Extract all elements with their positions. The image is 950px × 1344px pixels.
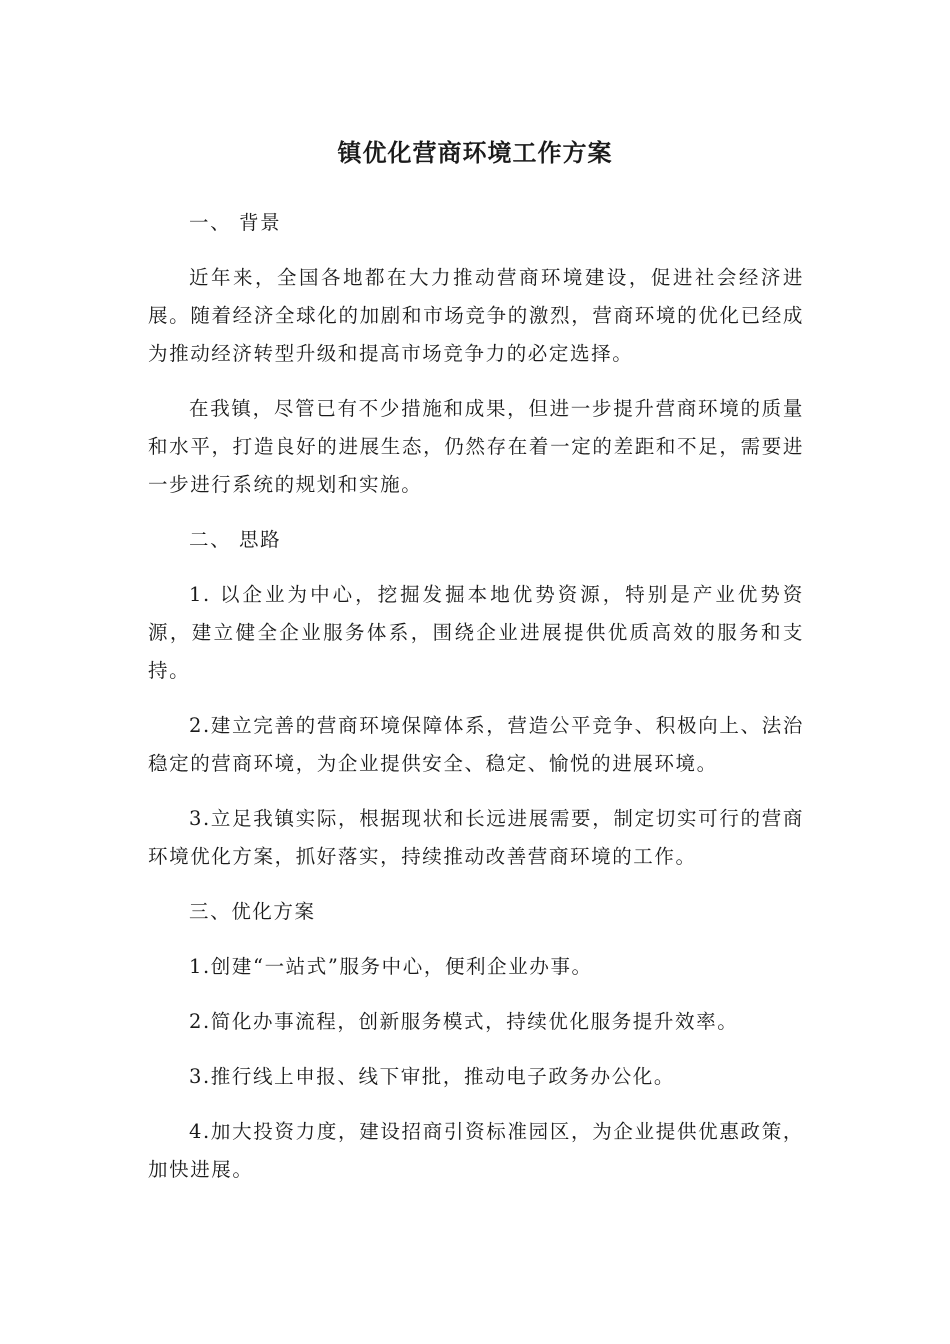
plan-item-3: 3.推行线上申报、线下审批，推动电子政务办公化。 (189, 1065, 676, 1088)
document-body (148, 204, 804, 1206)
paragraph-background-2: 在我镇，尽管已有不少措施和成果，但进一步提升营商环境的质量和水平，打造良好的进展生态，仍然存在着一定的差距和不足，需要进一步进行系统的规划和实施。 (148, 397, 804, 496)
section-heading-background: 一、 背景 (189, 211, 282, 234)
approach-item-1: 1. 以企业为中心，挖掘发掘本地优势资源，特别是产业优势资源，建立健全企业服务体系，围绕企业进展提供优质高效的服务和支持。 (148, 583, 804, 682)
plan-item-2: 2.简化办事流程，创新服务模式，持续优化服务提升效率。 (189, 1010, 739, 1033)
plan-item-4: 4.加大投资力度，建设招商引资标准园区，为企业提供优惠政策，加快进展。 (148, 1120, 804, 1181)
approach-item-3: 3.立足我镇实际，根据现状和长远进展需要，制定切实可行的营商环境优化方案，抓好落实，持续推动改善营商环境的工作。 (148, 807, 804, 868)
approach-item-2: 2.建立完善的营商环境保障体系，营造公平竞争、积极向上、法治稳定的营商环境，为企业提供安全、稳定、愉悦的进展环境。 (148, 714, 804, 775)
paragraph-background-1: 近年来，全国各地都在大力推动营商环境建设，促进社会经济进展。随着经济全球化的加剧和市场竞争的激烈，营商环境的优化已经成为推动经济转型升级和提高市场竞争力的必定选择。 (148, 266, 804, 365)
document-title: 镇优化营商环境工作方案 (337, 139, 613, 167)
plan-item-1: 1.创建“一站式”服务中心，便利企业办事。 (189, 955, 593, 978)
section-heading-plan: 三、优化方案 (189, 900, 316, 923)
section-heading-approach: 二、 思路 (189, 528, 282, 551)
